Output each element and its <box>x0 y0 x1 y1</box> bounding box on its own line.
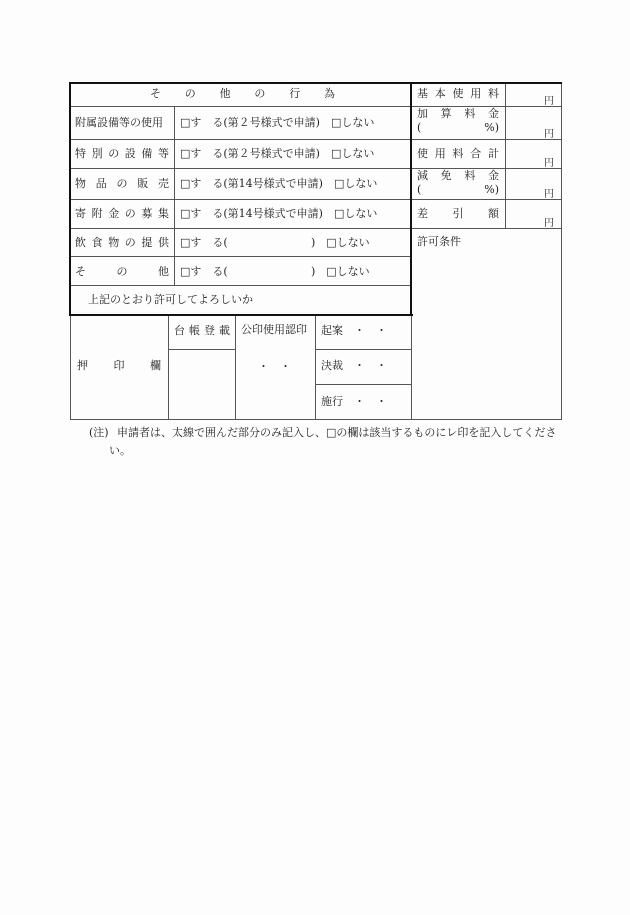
row-label-donation: 寄 附 金 の 募 集 <box>75 207 169 220</box>
permit-conditions-label: 許可条件 <box>417 235 461 248</box>
ledger-entry-label: 台 帳 登 載 <box>174 324 230 337</box>
enforcement-label: 施行 <box>321 395 343 408</box>
fee-net-label: 差 引 額 <box>417 207 499 220</box>
fee-surcharge-value[interactable]: 円 <box>544 129 554 140</box>
ledger-entry-stamp-box[interactable] <box>169 350 234 418</box>
row-label-special-equipment: 特 別 の 設 備 等 <box>75 147 169 160</box>
fee-basic-value[interactable]: 円 <box>544 96 554 107</box>
fee-discount-percent[interactable]: ( %) <box>417 183 499 196</box>
row-option-other-yes[interactable]: □す る( <box>180 265 228 278</box>
row-option-food-service-no[interactable]: ) □しない <box>311 236 370 249</box>
row-label-other: そ の 他 <box>75 265 169 278</box>
official-seal-label: 公印使用認印 <box>241 323 307 336</box>
decision-date[interactable]: ・ ・ <box>354 359 387 372</box>
fee-basic-label: 基 本 使 用 料 <box>417 87 499 100</box>
permit-conditions-field[interactable] <box>412 250 560 418</box>
fee-total-value[interactable]: 円 <box>544 158 554 169</box>
note-prefix: (注) <box>89 426 109 439</box>
fee-discount-value[interactable]: 円 <box>544 189 554 200</box>
note-text-line1: 申請者は、太線で囲んだ部分のみ記入し、□の欄は該当するものにレ印を記入してくださ <box>117 426 557 439</box>
official-seal-date[interactable]: ・ ・ <box>258 360 291 373</box>
row-option-goods-sales[interactable]: □す る(第14号様式で申請) □しない <box>180 177 378 190</box>
row-option-facility-use[interactable]: □す る(第２号様式で申請) □しない <box>180 116 375 129</box>
row-label-goods-sales: 物 品 の 販 売 <box>75 177 169 190</box>
row-label-food-service: 飲 食 物 の 提 供 <box>75 236 169 249</box>
fee-surcharge-label: 加 算 料 金 <box>417 107 499 120</box>
draft-label: 起案 <box>321 324 343 337</box>
row-option-food-service-yes[interactable]: □す る( <box>180 236 228 249</box>
draft-date[interactable]: ・ ・ <box>354 324 387 337</box>
note-text-line2: い。 <box>109 444 131 457</box>
fee-net-value[interactable]: 円 <box>544 218 554 229</box>
enforcement-date[interactable]: ・ ・ <box>354 395 387 408</box>
fee-surcharge-percent[interactable]: ( %) <box>417 121 499 134</box>
fee-discount-label: 減 免 料 金 <box>417 169 499 182</box>
row-label-facility-use: 附属設備等の使用 <box>75 116 163 129</box>
stamp-column-label: 押 印 欄 <box>77 359 161 372</box>
row-option-other-no[interactable]: ) □しない <box>311 265 370 278</box>
other-acts-header: そ の 他 の 行 為 <box>150 87 335 100</box>
row-option-special-equipment[interactable]: □す る(第２号様式で申請) □しない <box>180 147 375 160</box>
fee-total-label: 使 用 料 合 計 <box>417 147 499 160</box>
decision-label: 決裁 <box>321 359 343 372</box>
approval-question: 上記のとおり許可してよろしいか <box>88 293 253 306</box>
row-option-donation[interactable]: □す る(第14号様式で申請) □しない <box>180 207 378 220</box>
